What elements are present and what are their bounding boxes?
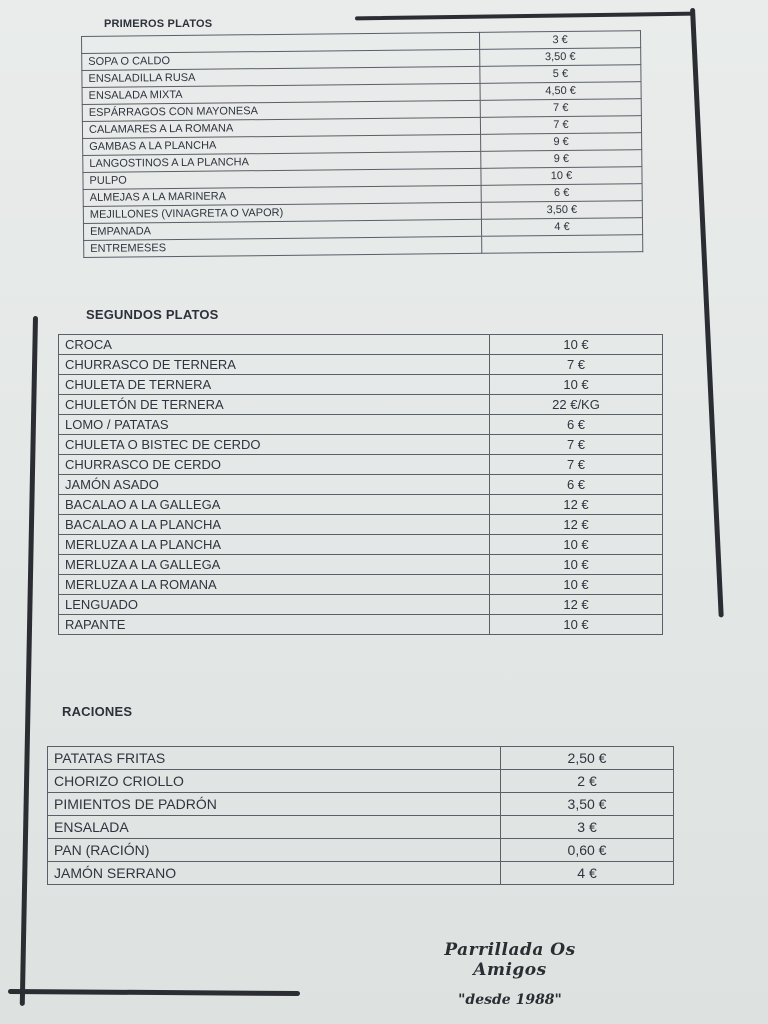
dish-name: GAMBAS A LA PLANCHA xyxy=(83,134,481,155)
dish-price: 7 € xyxy=(490,455,663,475)
dish-name: LOMO / PATATAS xyxy=(59,415,490,435)
table-row xyxy=(59,415,663,435)
dish-price: 4,50 € xyxy=(480,82,641,101)
dish-name: MERLUZA A LA PLANCHA xyxy=(59,535,490,555)
dish-price: 2 € xyxy=(501,770,674,793)
dish-name: CHULETA O BISTEC DE CERDO xyxy=(59,435,490,455)
dish-name: MERLUZA A LA ROMANA xyxy=(59,575,490,595)
raciones-table xyxy=(47,746,674,885)
table-row xyxy=(48,770,674,793)
dish-name: SOPA O CALDO xyxy=(82,49,480,70)
table-row xyxy=(59,515,663,535)
dish-price xyxy=(482,235,643,254)
right-decorative-rule xyxy=(690,8,724,618)
dish-name: PIMIENTOS DE PADRÓN xyxy=(48,793,501,816)
dish-name: ENSALADA MIXTA xyxy=(82,83,480,104)
table-row xyxy=(59,495,663,515)
restaurant-signature xyxy=(405,940,615,1008)
table-row xyxy=(59,615,663,635)
dish-price: 12 € xyxy=(490,495,663,515)
dish-price: 10 € xyxy=(490,615,663,635)
dish-name: CHULETA DE TERNERA xyxy=(59,375,490,395)
dish-price: 3 € xyxy=(501,816,674,839)
table-row xyxy=(59,475,663,495)
table-row xyxy=(48,816,674,839)
signature-since: "desde 1988" xyxy=(458,992,562,1008)
primeros-platos-table xyxy=(81,30,643,258)
table-row xyxy=(59,435,663,455)
dish-price: 3,50 € xyxy=(501,793,674,816)
dish-name: LENGUADO xyxy=(59,595,490,615)
dish-name: EMPANADA xyxy=(83,219,481,240)
dish-name: MERLUZA A LA GALLEGA xyxy=(59,555,490,575)
dish-price: 9 € xyxy=(481,133,642,152)
dish-name: PATATAS FRITAS xyxy=(48,747,501,770)
dish-price: 3 € xyxy=(479,31,640,50)
dish-name: RAPANTE xyxy=(59,615,490,635)
dish-name: BACALAO A LA PLANCHA xyxy=(59,515,490,535)
table-row xyxy=(59,375,663,395)
dish-name: JAMÓN SERRANO xyxy=(48,862,501,885)
table-row xyxy=(59,595,663,615)
dish-price: 9 € xyxy=(481,150,642,169)
dish-price: 4 € xyxy=(481,218,642,237)
dish-name: ALMEJAS A LA MARINERA xyxy=(83,185,481,206)
dish-name: CHURRASCO DE TERNERA xyxy=(59,355,490,375)
dish-price: 12 € xyxy=(490,595,663,615)
left-decorative-rule xyxy=(20,316,38,1006)
dish-name: CHURRASCO DE CERDO xyxy=(59,455,490,475)
section-title-primeros-platos: PRIMEROS PLATOS xyxy=(104,18,213,30)
bottom-decorative-rule xyxy=(8,989,300,996)
dish-price: 10 € xyxy=(490,535,663,555)
dish-price: 7 € xyxy=(490,355,663,375)
table-row xyxy=(48,747,674,770)
dish-price: 10 € xyxy=(490,335,663,355)
table-row xyxy=(59,455,663,475)
table-row xyxy=(59,535,663,555)
dish-price: 10 € xyxy=(490,375,663,395)
table-row xyxy=(59,355,663,375)
dish-name: PAN (RACIÓN) xyxy=(48,839,501,862)
dish-name: CHORIZO CRIOLLO xyxy=(48,770,501,793)
dish-price: 3,50 € xyxy=(481,201,642,220)
dish-name: CROCA xyxy=(59,335,490,355)
dish-name: CHULETÓN DE TERNERA xyxy=(59,395,490,415)
dish-name: ENTREMESES xyxy=(84,236,482,257)
dish-name: ESPÁRRAGOS CON MAYONESA xyxy=(82,100,480,121)
table-row xyxy=(59,575,663,595)
dish-price: 7 € xyxy=(480,99,641,118)
dish-price: 12 € xyxy=(490,515,663,535)
dish-name: BACALAO A LA GALLEGA xyxy=(59,495,490,515)
dish-price: 10 € xyxy=(490,575,663,595)
segundos-platos-table xyxy=(58,334,663,635)
dish-name: CALAMARES A LA ROMANA xyxy=(82,117,480,138)
dish-price: 6 € xyxy=(490,475,663,495)
dish-price: 3,50 € xyxy=(480,48,641,67)
dish-price: 22 €/KG xyxy=(490,395,663,415)
table-row xyxy=(59,335,663,355)
section-title-raciones: RACIONES xyxy=(62,704,133,719)
dish-price: 7 € xyxy=(480,116,641,135)
dish-price: 0,60 € xyxy=(501,839,674,862)
table-row xyxy=(48,862,674,885)
dish-price: 10 € xyxy=(490,555,663,575)
dish-name: PULPO xyxy=(83,168,481,189)
dish-price: 2,50 € xyxy=(501,747,674,770)
top-decorative-rule xyxy=(355,12,695,21)
table-row xyxy=(48,793,674,816)
dish-name: LANGOSTINOS A LA PLANCHA xyxy=(83,151,481,172)
dish-name: ENSALADA xyxy=(48,816,501,839)
section-title-segundos-platos: SEGUNDOS PLATOS xyxy=(86,307,219,322)
dish-price: 6 € xyxy=(481,184,642,203)
dish-price: 5 € xyxy=(480,65,641,84)
table-row xyxy=(48,839,674,862)
dish-name: ENSALADILLA RUSA xyxy=(82,66,480,87)
signature-name: Parrillada Os Amigos xyxy=(444,940,576,980)
dish-price: 7 € xyxy=(490,435,663,455)
dish-name: JAMÓN ASADO xyxy=(59,475,490,495)
dish-name: MEJILLONES (VINAGRETA O VAPOR) xyxy=(83,202,481,223)
table-row xyxy=(59,555,663,575)
dish-price: 10 € xyxy=(481,167,642,186)
dish-price: 6 € xyxy=(490,415,663,435)
dish-price: 4 € xyxy=(501,862,674,885)
table-row xyxy=(59,395,663,415)
